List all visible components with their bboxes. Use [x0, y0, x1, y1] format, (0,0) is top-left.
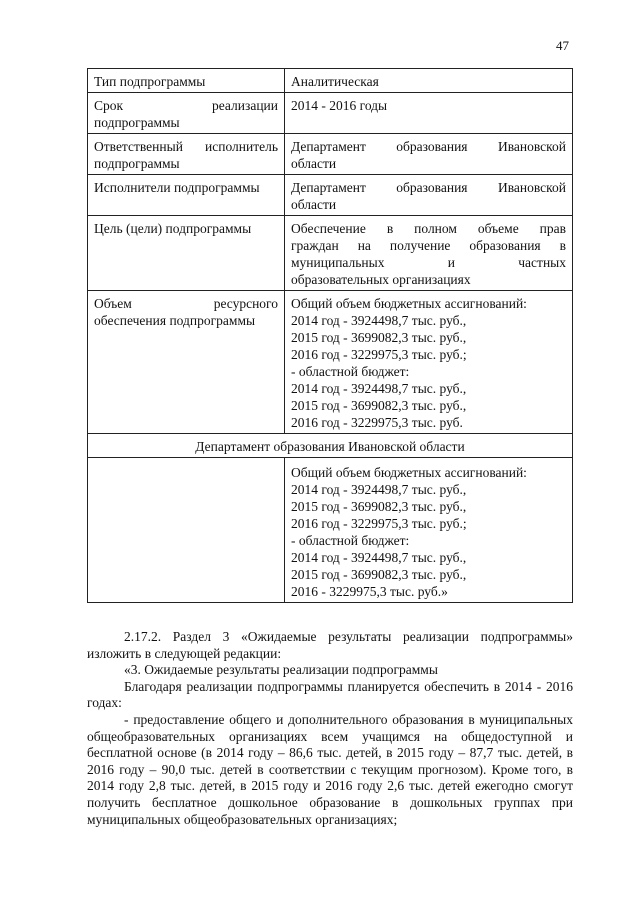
value-line: образовательных организациях [291, 272, 471, 287]
table-row [88, 458, 573, 603]
row-label: Исполнители подпрограммы [88, 175, 285, 216]
value-line: - областной бюджет: [291, 364, 410, 379]
value-line: 2015 год - 3699082,3 тыс. руб., [291, 398, 467, 413]
value-line: 2016 год - 3229975,3 тыс. руб. [291, 415, 463, 430]
row-value [285, 458, 573, 603]
value-line: 2014 год - 3924498,7 тыс. руб., [291, 313, 467, 328]
label-line: подпрограммы [94, 115, 180, 130]
value-line: 2016 год - 3229975,3 тыс. руб.; [291, 347, 467, 362]
value-line: Общий объем бюджетных ассигнований: [291, 296, 527, 311]
value-line: 2015 год - 3699082,3 тыс. руб., [291, 567, 467, 582]
label-line: подпрограммы [94, 156, 180, 171]
row-label [88, 93, 285, 134]
table-row [88, 291, 573, 434]
value-line: 2014 год - 3924498,7 тыс. руб., [291, 550, 467, 565]
row-label [88, 134, 285, 175]
page-number: 47 [556, 38, 569, 53]
row-label: Цель (цели) подпрограммы [88, 216, 285, 291]
row-value [285, 175, 573, 216]
row-value: Аналитическая [285, 69, 573, 93]
row-value [285, 216, 573, 291]
value-line: 2015 год - 3699082,3 тыс. руб., [291, 499, 467, 514]
row-label: Тип подпрограммы [88, 69, 285, 93]
value-line: области [291, 156, 337, 171]
table-row [88, 93, 573, 134]
value-line: муниципальных и частных [291, 255, 566, 270]
value-line: 2016 год - 3229975,3 тыс. руб.; [291, 516, 467, 531]
row-value [285, 134, 573, 175]
table-row [88, 434, 573, 458]
value-line: Департамент образования Ивановской [291, 139, 566, 154]
value-line: 2014 год - 3924498,7 тыс. руб., [291, 381, 467, 396]
paragraph: 2.17.2. Раздел 3 «Ожидаемые результаты реализации подпрограммы» изложить в следующей редакции: [87, 629, 573, 661]
value-line: 2016 - 3229975,3 тыс. руб.» [291, 584, 448, 599]
label-line: обеспечения подпрограммы [94, 313, 256, 328]
value-line: Департамент образования Ивановской [291, 180, 566, 195]
paragraph: - предоставление общего и дополнительного образования в муниципальных общеобразовательных организациях всем учащимся на общедоступной и бесплатной основе (в 2014 году – 86,6 тыс. детей, в 2015 году – 87,7 тыс. детей, в 2016 году – 90,0 тыс. детей в соответствии с текущим прогнозом). Кроме того, в 2014 году 2,8 тыс. детей, в 2015 году и 2016 году 2,6 тыс. детей ежегодно смогут получить бесплатное дошкольное образование в дошкольных группах при муниципальных общеобразовательных организациях; [87, 711, 573, 827]
label-line: Ответственный исполнитель [94, 139, 278, 154]
table-row [88, 175, 573, 216]
table-row [88, 69, 573, 93]
value-line: Обеспечение в полном объеме прав [291, 221, 566, 236]
row-value: 2014 - 2016 годы [285, 93, 573, 134]
value-line: области [291, 197, 337, 212]
value-line: 2014 год - 3924498,7 тыс. руб., [291, 482, 467, 497]
row-value [285, 291, 573, 434]
subprogram-passport-table [87, 68, 573, 603]
section-heading: «3. Ожидаемые результаты реализации подпрограммы [124, 662, 438, 678]
label-line: Объем ресурсного [94, 296, 278, 311]
label-line: Срок реализации [94, 98, 278, 113]
table-row [88, 134, 573, 175]
paragraph: Благодаря реализации подпрограммы планируется обеспечить в 2014 - 2016 годах: [87, 678, 573, 711]
table-row [88, 216, 573, 291]
row-label-empty [88, 458, 285, 603]
value-line: - областной бюджет: [291, 533, 410, 548]
department-span-row: Департамент образования Ивановской области [88, 434, 573, 458]
row-label [88, 291, 285, 434]
value-line: 2015 год - 3699082,3 тыс. руб., [291, 330, 467, 345]
body-text [87, 629, 573, 828]
value-line: Общий объем бюджетных ассигнований: [291, 465, 527, 480]
value-line: граждан на получение образования в [291, 238, 566, 253]
